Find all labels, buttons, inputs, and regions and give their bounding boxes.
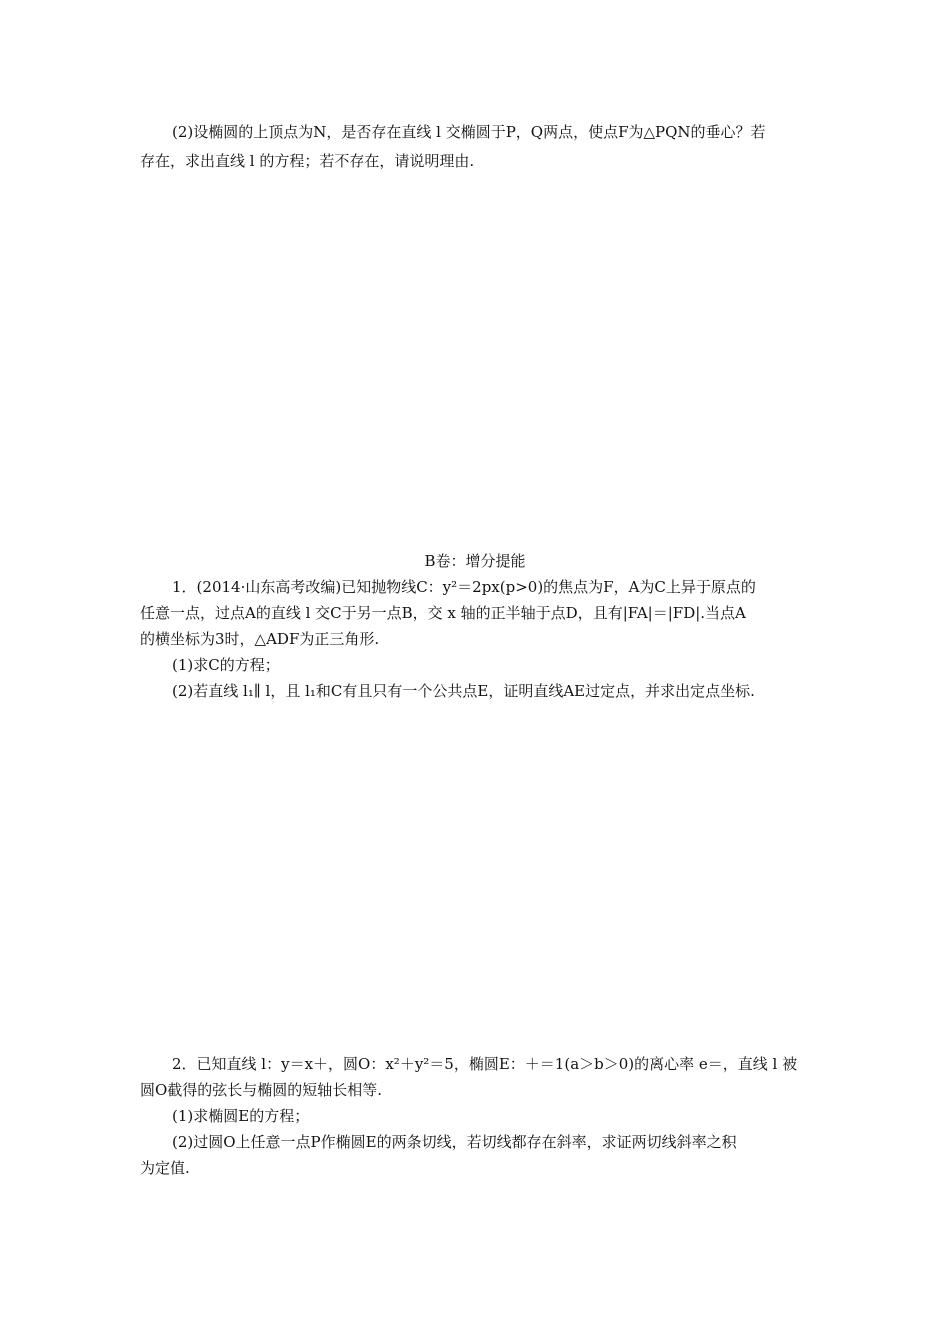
- problem-2-line1: 2．已知直线 l：y＝x＋，圆O：x²＋y²＝5，椭圆E：＋＝1(a＞b＞0)的离心率 e＝，直线 l 被: [172, 1055, 798, 1073]
- problem-prev-part2-line2: 存在，求出直线 l 的方程；若不存在，请说明理由.: [140, 152, 475, 170]
- problem-1-line3: 的横坐标为3时，△ADF为正三角形.: [140, 630, 380, 648]
- problem-1-part1: (1)求C的方程；: [172, 656, 280, 674]
- problem-2-part1: (1)求椭圆E的方程；: [172, 1107, 310, 1125]
- problem-1-part2: (2)若直线 l₁∥ l，且 l₁和C有且只有一个公共点E，证明直线AE过定点，并求出定点坐标.: [172, 682, 755, 700]
- problem-2-line2: 圆O截得的弦长与椭圆的短轴长相等.: [140, 1081, 383, 1099]
- problem-2-part2-line1: (2)过圆O上任意一点P作椭圆E的两条切线，若切线都存在斜率，求证两切线斜率之积: [172, 1133, 737, 1151]
- section-b-title: B卷：增分提能: [424, 552, 526, 570]
- problem-2-part2-line2: 为定值.: [140, 1159, 190, 1177]
- problem-1-line1: 1．(2014·山东高考改编)已知抛物线C：y²＝2px(p>0)的焦点为F，A为C上异于原点的: [172, 578, 756, 596]
- problem-prev-part2-line1: (2)设椭圆的上顶点为N，是否存在直线 l 交椭圆于P，Q两点，使点F为△PQN的垂心？若: [172, 123, 766, 141]
- problem-1-line2: 任意一点，过点A的直线 l 交C于另一点B，交 x 轴的正半轴于点D，且有|FA|＝|FD|.当点A: [140, 604, 746, 622]
